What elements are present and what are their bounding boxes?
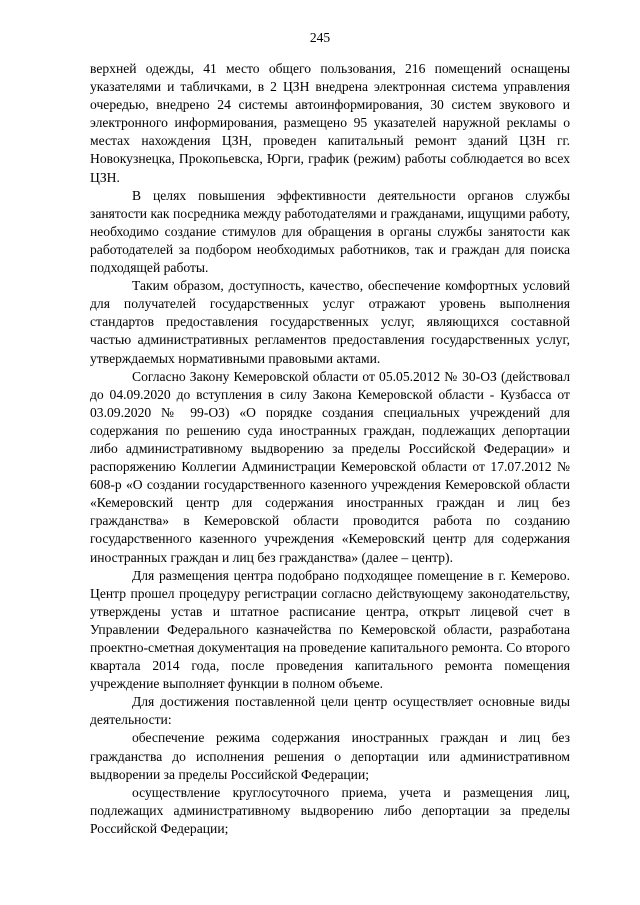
list-item: осуществление круглосуточного приема, учета и размещения лиц, подлежащих административному выдворению либо депортации за пределы Российской Федерации; bbox=[90, 784, 570, 836]
paragraph: Согласно Закону Кемеровской области от 05.05.2012 № 30-ОЗ (действовал до 04.09.2020 до вступления в силу Закона Кемеровской области - Кузбасса от 03.09.2020 № 99-ОЗ) «О порядке создания специальных учреждений для содержания по решению суда иностранных граждан, подлежащих депортации либо административному выдворению за пределы Российской Федерации» и распоряжению Коллегии Администрации Кемеровской области от 17.07.2012 № 608-р «О создании государственного казенного учреждения Кемеровской области «Кемеровский центр для содержания иностранных граждан и лиц без гражданства» в Кемеровской области проводится работа по созданию государственного казенного учреждения «Кемеровский центр для содержания иностранных граждан и лиц без гражданства» (далее – центр). bbox=[90, 368, 570, 565]
paragraph: В целях повышения эффективности деятельности органов службы занятости как посредника между работодателями и гражданами, ищущими работу, необходимо создание стимулов для обращения в органы службы занятости как работодателей за подбором необходимых работников, так и граждан для поиска подходящей работы. bbox=[90, 187, 570, 276]
paragraph-continuation: верхней одежды, 41 место общего пользования, 216 помещений оснащены указателями и табличками, в 2 ЦЗН внедрена электронная система управления очередью, внедрено 24 системы автоинформирования, 30 систем звукового и электронного информирования, размещено 95 указателей наружной рекламы о местах нахождения ЦЗН, проведен капитальный ремонт зданий ЦЗН гг. Новокузнецка, Прокопьевска, Юрги, график (режим) работы соблюдается во всех ЦЗН. bbox=[90, 61, 570, 185]
paragraph: Для размещения центра подобрано подходящее помещение в г. Кемерово. Центр прошел процедуру регистрации согласно действующему законодательству, утверждены устав и штатное расписание центра, открыт лицевой счет в Управлении Федерального казначейства по Кемеровской области, разработана проектно-сметная документация на проведение капитального ремонта. Со второго квартала 2014 года, после проведения капитального ремонта помещения учреждение выполняет функции в полном объеме. bbox=[90, 567, 570, 692]
paragraph: Для достижения поставленной цели центр осуществляет основные виды деятельности: bbox=[90, 694, 570, 728]
page-number: 245 bbox=[309, 30, 331, 45]
list-item: обеспечение режима содержания иностранных граждан и лиц без гражданства до исполнения решения о депортации или административном выдворении за пределы Российской Федерации; bbox=[90, 730, 570, 782]
document-body bbox=[90, 60, 570, 838]
paragraph: Таким образом, доступность, качество, обеспечение комфортных условий для получателей государственных услуг отражают уровень выполнения стандартов предоставления государственных услуг, являющихся составной частью административных регламентов предоставления государственных услуг, утверждаемых нормативными правовыми актами. bbox=[90, 278, 570, 366]
